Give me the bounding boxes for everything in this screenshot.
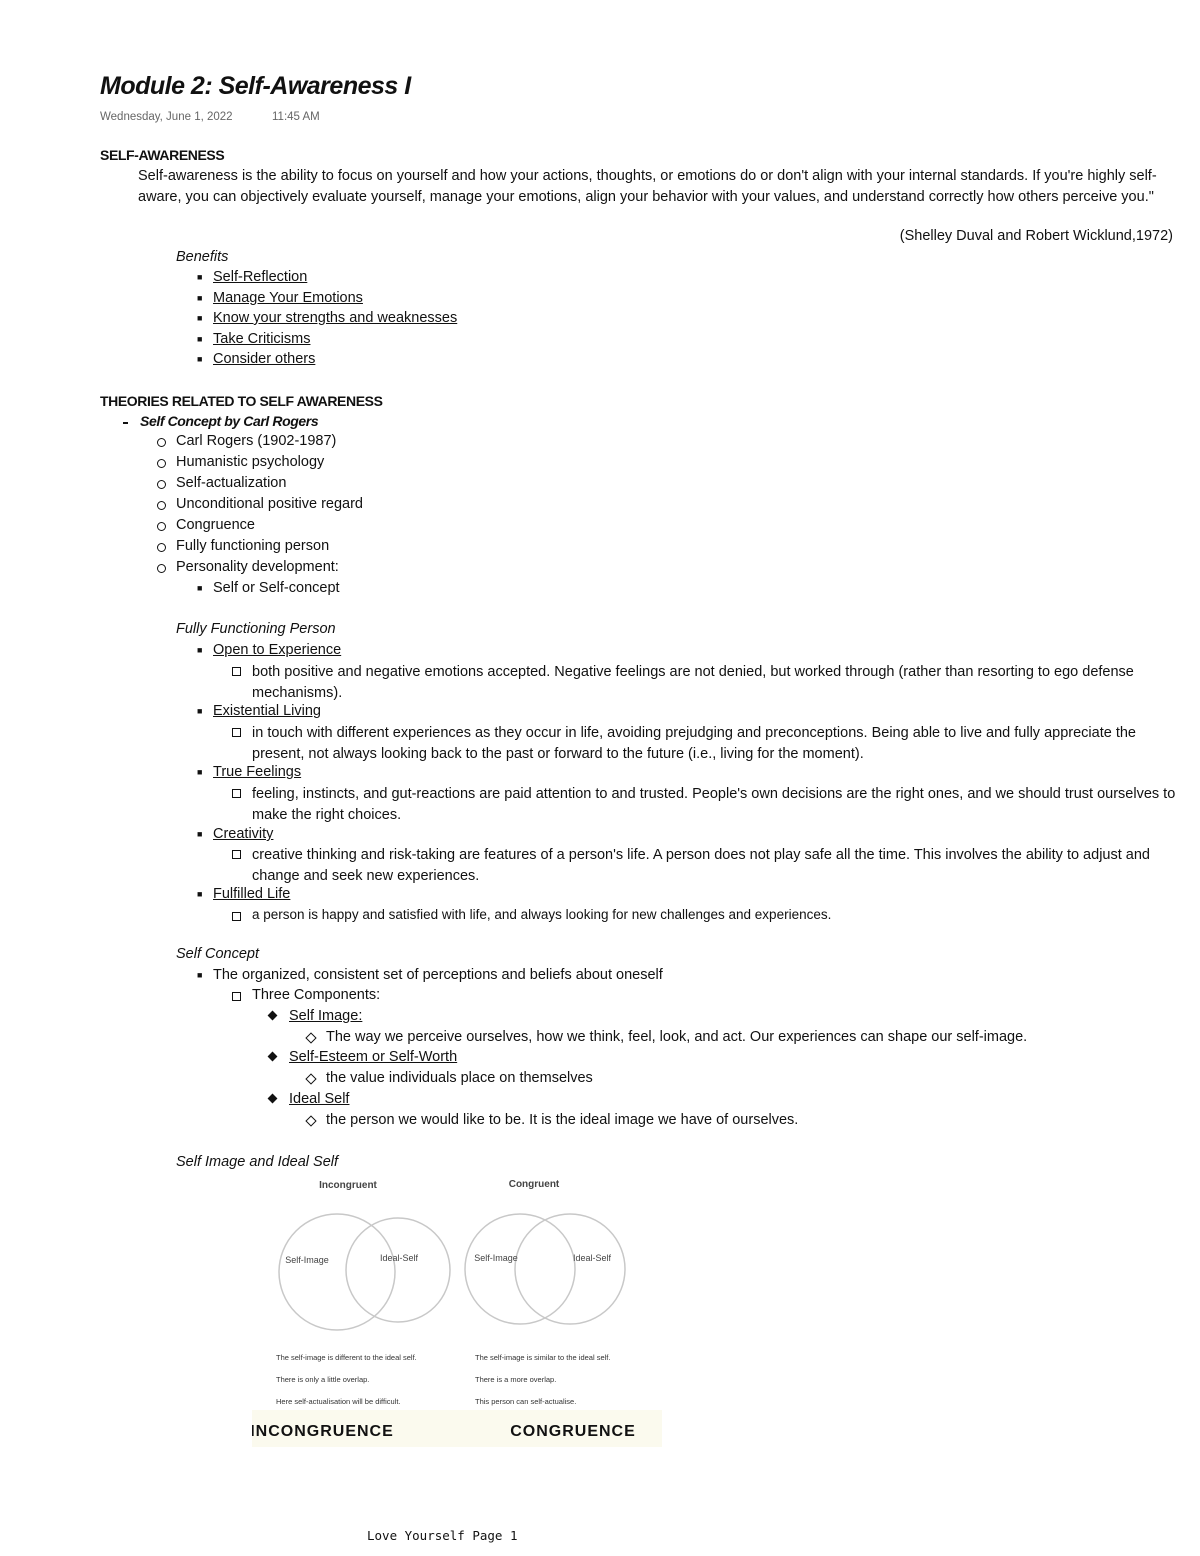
component-link[interactable]: Self-Esteem or Self-Worth — [289, 1049, 458, 1065]
bullet-icon: ■ — [197, 354, 203, 364]
congruent-note: There is a more overlap. — [475, 1375, 557, 1384]
trait-link[interactable]: Existential Living — [213, 703, 321, 719]
bullet-icon: ■ — [197, 889, 203, 899]
circle-bullet-icon — [157, 501, 166, 510]
incongruence-banner: INCONGRUENCE — [252, 1423, 394, 1440]
trait-link[interactable]: Creativity — [213, 826, 274, 842]
circle-bullet-icon — [157, 564, 166, 573]
self-concept-definition: The organized, consistent set of perceptions and beliefs about oneself — [213, 967, 663, 983]
diamond-bullet-icon — [268, 1052, 278, 1062]
bullet-icon: ■ — [197, 313, 203, 323]
self-awareness-paragraph: Self-awareness is the ability to focus on yourself and how your actions, thoughts, or emotions do or don't align with your internal standards. If you're highly self-aware, you can objectively evaluate yourself, manage your emotions, align your behavior with your values, and understand correctly how others perceive you." — [138, 168, 1157, 205]
diamond-bullet-icon — [268, 1011, 278, 1021]
bullet-icon: ■ — [197, 767, 203, 777]
bullet-icon: ■ — [197, 829, 203, 839]
trait-link[interactable]: Fulfilled Life — [213, 886, 291, 902]
fully-functioning-label: Fully Functioning Person — [176, 621, 336, 637]
circle-bullet-icon — [157, 438, 166, 447]
bullet-icon: ■ — [197, 583, 203, 593]
incongruent-note: Here self-actualisation will be difficult. — [276, 1397, 401, 1406]
diamond-outline-icon — [305, 1073, 316, 1084]
incongruent-title: Incongruent — [319, 1180, 377, 1191]
list-item: Carl Rogers (1902-1987) — [176, 433, 337, 449]
trait-description: a person is happy and satisfied with life, and always looking for new challenges and experiences. — [252, 907, 832, 922]
venn-svg — [252, 1172, 662, 1447]
bullet-icon: ■ — [197, 645, 203, 655]
list-item: Unconditional positive regard — [176, 496, 363, 512]
trait-description: in touch with different experiences as they occur in life, avoiding prejudging and preconceptions. Being able to live and fully appreciate the present, not always looking back to the past or forward to the future (i.e., living for the moment). — [252, 725, 1136, 762]
component-link[interactable]: Ideal Self — [289, 1091, 350, 1107]
square-bullet-icon — [232, 789, 241, 798]
diamond-outline-icon — [305, 1032, 316, 1043]
benefits-label: Benefits — [176, 249, 229, 265]
citation: (Shelley Duval and Robert Wicklund,1972) — [899, 228, 1173, 244]
diamond-bullet-icon — [268, 1094, 278, 1104]
trait-description: creative thinking and risk-taking are features of a person's life. A person does not play safe all the time. This involves the ability to adjust and change and seek new experiences. — [252, 847, 1150, 884]
venn-diagram-image — [252, 1172, 662, 1447]
trait-description: both positive and negative emotions accepted. Negative feelings are not denied, but worked through (rather than resorting to ego defense mechanisms). — [252, 664, 1134, 701]
incongruent-right-label: Ideal-Self — [379, 1253, 419, 1263]
list-item: Congruence — [176, 517, 255, 533]
theories-heading: THEORIES RELATED TO SELF AWARENESS — [100, 393, 383, 409]
square-bullet-icon — [232, 912, 241, 921]
component-description: The way we perceive ourselves, how we think, feel, look, and act. Our experiences can shape our self-image. — [326, 1029, 1028, 1045]
dash-icon — [123, 422, 128, 424]
page-date: Wednesday, June 1, 2022 — [100, 111, 233, 123]
page-footer: Love Yourself Page 1 — [367, 1528, 518, 1543]
figure-caption: Self Image and Ideal Self — [176, 1154, 339, 1170]
self-concept-label: Self Concept — [176, 946, 260, 962]
circle-bullet-icon — [157, 543, 166, 552]
benefit-link[interactable]: Consider others — [213, 351, 316, 367]
page-time: 11:45 AM — [272, 111, 320, 123]
incongruent-note: There is only a little overlap. — [276, 1375, 370, 1384]
component-link[interactable]: Self Image: — [289, 1008, 363, 1024]
bullet-icon: ■ — [197, 293, 203, 303]
circle-bullet-icon — [157, 459, 166, 468]
congruent-title: Congruent — [508, 1179, 560, 1190]
congruence-banner: CONGRUENCE — [510, 1423, 636, 1440]
list-item: Humanistic psychology — [176, 454, 325, 470]
congruent-note: The self-image is similar to the ideal self. — [475, 1353, 611, 1362]
congruent-note: This person can self-actualise. — [475, 1397, 577, 1406]
incongruent-note: The self-image is different to the ideal self. — [276, 1353, 417, 1362]
benefit-link[interactable]: Manage Your Emotions — [213, 290, 363, 306]
list-item: Self or Self-concept — [213, 580, 340, 596]
circle-bullet-icon — [157, 522, 166, 531]
bullet-icon: ■ — [197, 272, 203, 282]
circle-bullet-icon — [157, 480, 166, 489]
trait-link[interactable]: True Feelings — [213, 764, 302, 780]
bullet-icon: ■ — [197, 334, 203, 344]
square-bullet-icon — [232, 992, 241, 1001]
benefit-link[interactable]: Take Criticisms — [213, 331, 311, 347]
bullet-icon: ■ — [197, 706, 203, 716]
self-awareness-heading: SELF-AWARENESS — [100, 147, 225, 163]
congruent-left-label: Self-Image — [474, 1253, 518, 1263]
congruent-right-label: Ideal-Self — [572, 1253, 612, 1263]
incongruent-left-label: Self-Image — [285, 1255, 329, 1265]
benefit-link[interactable]: Self-Reflection — [213, 269, 308, 285]
components-label: Three Components: — [252, 987, 381, 1003]
component-description: the value individuals place on themselves — [326, 1070, 593, 1086]
bullet-icon: ■ — [197, 970, 203, 980]
trait-link[interactable]: Open to Experience — [213, 642, 342, 658]
trait-description: feeling, instincts, and gut-reactions are paid attention to and trusted. People's own decisions are the right ones, and we should trust ourselves to make the right choices. — [252, 786, 1176, 823]
benefit-link[interactable]: Know your strengths and weaknesses — [213, 310, 458, 326]
square-bullet-icon — [232, 667, 241, 676]
list-item: Self-actualization — [176, 475, 287, 491]
square-bullet-icon — [232, 728, 241, 737]
list-item: Fully functioning person — [176, 538, 330, 554]
list-item: Personality development: — [176, 559, 339, 575]
page-title: Module 2: Self-Awareness I — [100, 72, 411, 100]
diamond-outline-icon — [305, 1115, 316, 1126]
square-bullet-icon — [232, 850, 241, 859]
theory-subheading: Self Concept by Carl Rogers — [140, 413, 319, 429]
component-description: the person we would like to be. It is the ideal image we have of ourselves. — [326, 1112, 799, 1128]
